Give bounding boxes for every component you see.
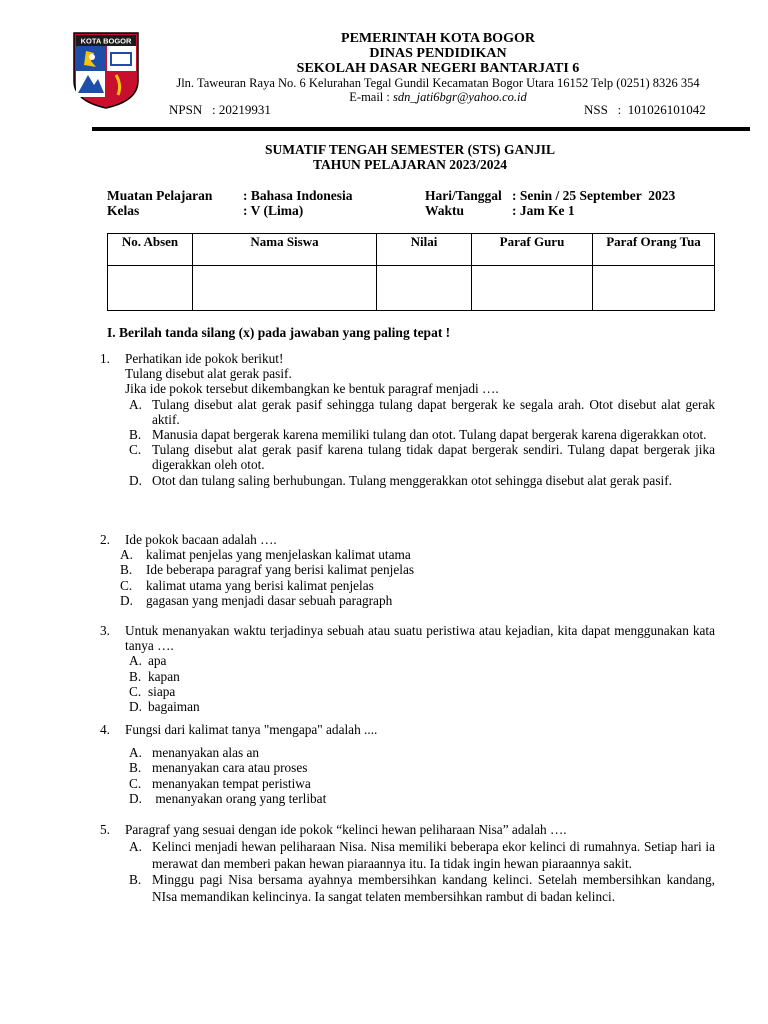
option-c[interactable] <box>100 776 715 791</box>
question-stem <box>100 532 715 547</box>
option-d[interactable] <box>100 699 715 714</box>
cell-nilai[interactable] <box>377 266 472 311</box>
subject-label: Muatan Pelajaran <box>107 188 213 203</box>
option-letter: B. <box>129 427 142 443</box>
option-text: Otot dan tulang saling berhubungan. Tulang menggerakkan otot sehingga disebut alat gerak pasif. <box>152 472 672 488</box>
time-label: Waktu <box>425 203 465 218</box>
question-stem <box>100 822 715 839</box>
stem-line: Fungsi dari kalimat tanya "mengapa" adalah .... <box>125 722 378 737</box>
option-a[interactable] <box>100 653 715 668</box>
option-text: Tulang disebut alat gerak pasif sehingga tulang dapat bergerak ke segala arah. Otot disebut alat gerak aktif. <box>152 396 715 427</box>
question-number: 3. <box>100 623 110 638</box>
question-2 <box>100 532 715 608</box>
header-department: DINAS PENDIDIKAN <box>369 46 507 61</box>
question-number: 1. <box>100 351 110 366</box>
npsn: NPSN : 20219931 <box>169 102 271 117</box>
option-text: Kelinci menjadi hewan peliharaan Nisa. Nisa memiliki beberapa ekor kelinci di rumahnya. Setiap hari ia merawat dan memberi pakan hewan piaraannya itu. Ia tidak ingin hewan piaraannya sakit. <box>152 838 715 871</box>
question-5 <box>100 822 715 906</box>
option-text: kapan <box>148 668 180 684</box>
exam-year: TAHUN PELAJARAN 2023/2024 <box>312 157 507 172</box>
option-a[interactable] <box>100 547 715 562</box>
option-d[interactable] <box>100 791 715 806</box>
stem-line: Untuk menanyakan waktu terjadinya sebuah atau suatu peristiwa atau kejadian, kita dapat menggunakan kata tanya …. <box>125 623 715 654</box>
option-text: kalimat utama yang berisi kalimat penjelas <box>146 577 374 593</box>
question-3 <box>100 623 715 714</box>
option-text: Manusia dapat bergerak karena memiliki tulang dan otot. Tulang dapat bergerak karena digerakkan otot. <box>152 427 707 443</box>
option-letter: A. <box>129 653 142 669</box>
option-a[interactable] <box>100 397 715 427</box>
option-letter: A. <box>120 547 133 563</box>
option-letter: C. <box>129 683 142 699</box>
signature-table <box>107 233 715 311</box>
option-c[interactable] <box>100 578 715 593</box>
question-4 <box>100 722 715 806</box>
class-value: : V (Lima) <box>243 203 304 218</box>
subject-value: : Bahasa Indonesia <box>243 188 353 203</box>
option-text: bagaiman <box>148 699 200 715</box>
stem-line: Paragraf yang sesuai dengan ide pokok “kelinci hewan peliharaan Nisa” adalah …. <box>125 822 567 837</box>
option-letter: D. <box>129 472 142 488</box>
option-text: Tulang disebut alat gerak pasif karena tulang tidak dapat bergerak sendiri. Tulang dapat bergerak jika digerakkan oleh otot. <box>152 442 715 473</box>
col-paraf-orang-tua: Paraf Orang Tua <box>593 234 715 266</box>
option-text: menanyakan alas an <box>152 745 260 761</box>
question-stem <box>100 623 715 653</box>
option-text: menanyakan cara atau proses <box>152 760 308 776</box>
stem-line: Tulang disebut alat gerak pasif. <box>125 366 292 382</box>
instruction: I. Berilah tanda silang (x) pada jawaban yang paling tepat ! <box>107 325 451 340</box>
cell-paraf-guru[interactable] <box>472 266 593 311</box>
question-number: 4. <box>100 722 110 737</box>
cell-nama-siswa[interactable] <box>193 266 377 311</box>
option-letter: A. <box>129 838 142 854</box>
option-letter: C. <box>129 775 142 791</box>
option-text: menanyakan tempat peristiwa <box>152 775 311 791</box>
exam-title: SUMATIF TENGAH SEMESTER (STS) GANJIL <box>264 142 556 157</box>
option-letter: D. <box>129 699 142 715</box>
stem-line: Ide pokok bacaan adalah …. <box>125 532 277 547</box>
col-nilai: Nilai <box>377 234 472 266</box>
option-text: siapa <box>148 683 176 699</box>
question-stem <box>100 351 715 397</box>
header-school-name: SEKOLAH DASAR NEGERI BANTARJATI 6 <box>296 61 580 76</box>
option-a[interactable] <box>100 745 715 760</box>
option-letter: A. <box>129 396 142 412</box>
option-letter: C. <box>129 442 142 458</box>
option-letter: D. <box>129 790 142 806</box>
option-a[interactable] <box>100 839 715 873</box>
option-c[interactable] <box>100 684 715 699</box>
header-divider <box>92 127 750 131</box>
option-b[interactable] <box>100 669 715 684</box>
day-label: Hari/Tanggal <box>425 188 502 203</box>
col-nama-siswa: Nama Siswa <box>193 234 377 266</box>
option-text: Ide beberapa paragraf yang berisi kalimat penjelas <box>146 562 415 578</box>
header-government: PEMERINTAH KOTA BOGOR <box>341 31 535 46</box>
option-d[interactable] <box>100 593 715 608</box>
option-text: gagasan yang menjadi dasar sebuah paragraph <box>146 592 393 608</box>
col-paraf-guru: Paraf Guru <box>472 234 593 266</box>
class-label: Kelas <box>107 203 140 218</box>
option-letter: B. <box>120 562 133 578</box>
option-letter: B. <box>129 872 142 888</box>
question-number: 2. <box>100 532 110 547</box>
option-letter: D. <box>120 592 133 608</box>
nss: NSS : 101026101042 <box>584 102 706 117</box>
cell-paraf-orang-tua[interactable] <box>593 266 715 311</box>
stem-line: Perhatikan ide pokok berikut! <box>125 351 284 366</box>
cell-no-absen[interactable] <box>108 266 193 311</box>
option-text: menanyakan orang yang terlibat <box>152 790 327 806</box>
question-number: 5. <box>100 822 110 837</box>
table-header-row <box>108 234 715 266</box>
option-b[interactable] <box>100 427 715 442</box>
school-logo <box>72 31 140 109</box>
option-letter: A. <box>129 745 142 761</box>
option-b[interactable] <box>100 872 715 906</box>
option-text: apa <box>148 653 167 669</box>
question-stem <box>100 722 715 737</box>
option-letter: B. <box>129 760 142 776</box>
stem-line: Jika ide pokok tersebut dikembangkan ke bentuk paragraf menjadi …. <box>125 381 499 397</box>
option-c[interactable] <box>100 442 715 472</box>
option-letter: C. <box>120 577 133 593</box>
option-text: Minggu pagi Nisa bersama ayahnya membersihkan kandang kelinci. Setelah membersihkan kandang, NIsa memandikan kelincinya. Ia sangat telaten membersihkan rambut di badan kelinci. <box>152 872 715 905</box>
option-d[interactable] <box>100 473 715 488</box>
question-1 <box>100 351 715 488</box>
header-address: Jln. Taweuran Raya No. 6 Kelurahan Tegal Gundil Kecamatan Bogor Utara 16152 Telp (0251) 8326 354 <box>176 76 700 90</box>
option-b[interactable] <box>100 562 715 577</box>
email-prefix: E-mail : <box>349 90 394 104</box>
option-text: kalimat penjelas yang menjelaskan kalimat utama <box>146 547 411 563</box>
day-value: : Senin / 25 September 2023 <box>512 188 676 203</box>
option-b[interactable] <box>100 760 715 775</box>
option-letter: B. <box>129 668 142 684</box>
email-link[interactable]: sdn_jati6bgr@yahoo.co.id <box>393 90 527 104</box>
logo-text: KOTA BOGOR <box>80 36 132 46</box>
col-no-absen: No. Absen <box>108 234 193 266</box>
time-value: : Jam Ke 1 <box>512 203 575 218</box>
table-row <box>108 266 715 311</box>
